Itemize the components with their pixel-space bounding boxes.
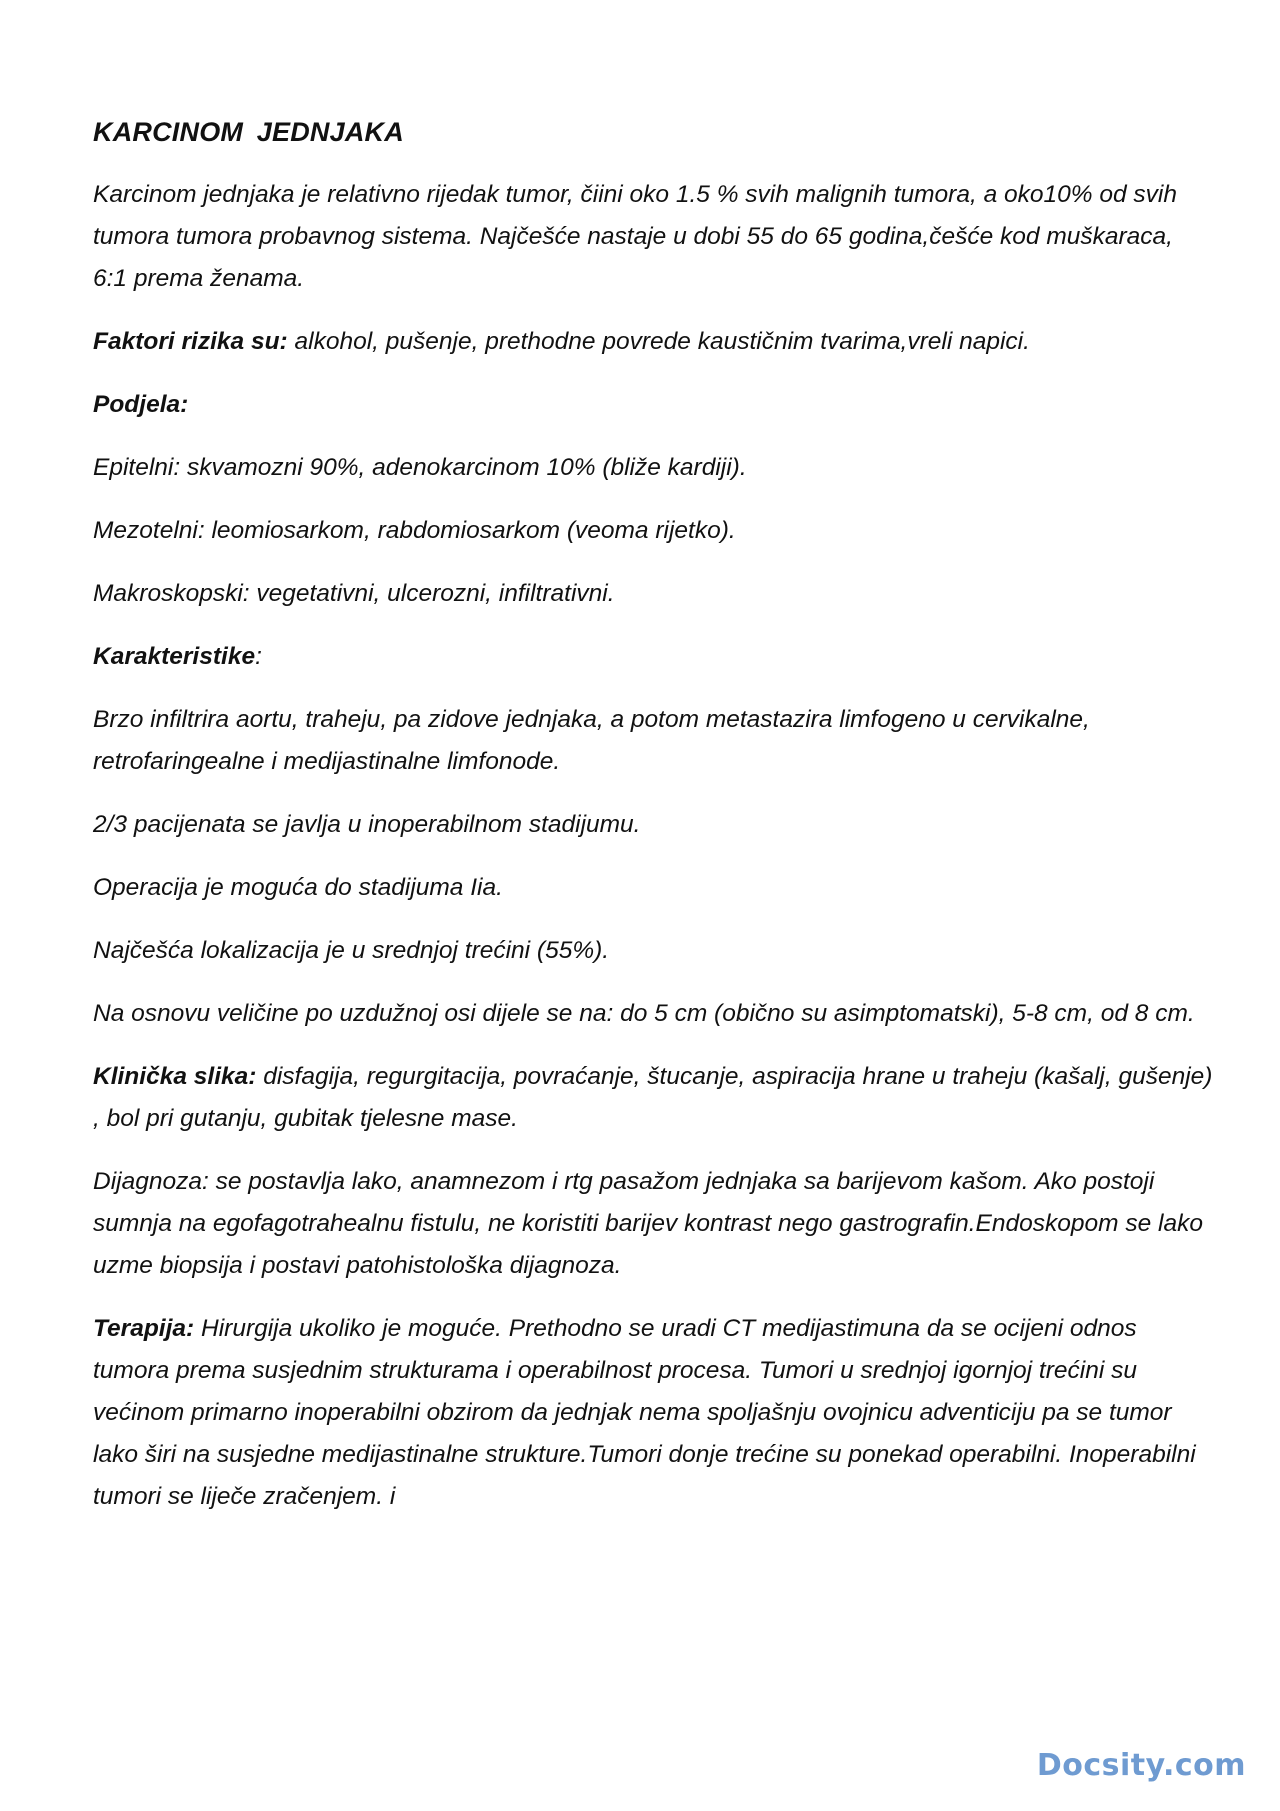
characteristics-label: Karakteristike	[93, 643, 256, 670]
classification-heading	[93, 384, 1213, 426]
document-title: KARCINOM JEDNJAKA	[93, 117, 404, 147]
localization-paragraph: Najčešća lokalizacija je u srednjoj trećini (55%).	[93, 937, 610, 964]
mesothelial-paragraph: Mezotelni: leomiosarkom, rabdomiosarkom (veoma rijetko).	[93, 517, 736, 544]
risk-factors-text: alkohol, pušenje, prethodne povrede kaustičnim tvarima,vreli napici.	[287, 328, 1030, 355]
infiltration-paragraph: Brzo infiltrira aortu, traheju, pa zidove jednjaka, a potom metastazira limfogeno u cervikalne, retrofaringealne i medijastinalne limfonode.	[93, 706, 1090, 775]
therapy-label: Terapija:	[93, 1315, 195, 1342]
classification-label: Podjela:	[93, 391, 189, 418]
therapy-paragraph	[93, 1308, 1213, 1518]
clinical-text: disfagija, regurgitacija, povraćanje, štucanje, aspiracija hrane u traheju (kašalj, gušenje) , bol pri gutanju, gubitak tjelesne mase.	[93, 1063, 1213, 1132]
characteristics-heading	[93, 636, 1213, 678]
risk-factors-paragraph	[93, 321, 1213, 363]
clinical-label: Klinička slika:	[93, 1063, 257, 1090]
size-paragraph: Na osnovu veličine po uzdužnoj osi dijele se na: do 5 cm (obično su asimptomatski), 5-8 cm, od 8 cm.	[93, 1000, 1195, 1027]
risk-factors-label: Faktori rizika su:	[93, 328, 288, 355]
clinical-paragraph	[93, 1056, 1213, 1140]
operation-paragraph: Operacija je moguća do stadijuma Iia.	[93, 874, 503, 901]
macroscopic-paragraph: Makroskopski: vegetativni, ulcerozni, infiltrativni.	[93, 580, 615, 607]
docsity-watermark[interactable]: Docsity.com	[1036, 1748, 1246, 1783]
intro-paragraph: Karcinom jednjaka je relativno rijedak tumor, čiini oko 1.5 % svih malignih tumora, a oko10% od svih tumora tumora probavnog sistema. Najčešće nastaje u dobi 55 do 65 godina,češće kod muškaraca, 6:1 prema ženama.	[93, 181, 1177, 292]
document-page	[93, 112, 1213, 1539]
therapy-text: Hirurgija ukoliko je moguće. Prethodno se uradi CT medijastimuna da se ocijeni odnos tumora prema susjednim strukturama i operabilnost procesa. Tumori u srednjoj igornjoj trećini su većinom primarno inoperabilni obzirom da jednjak nema spoljašnju ovojnicu adventiciju pa se tumor lako širi na susjedne medijastinalne strukture.Tumori donje trećine su ponekad operabilni. Inoperabilni tumori se liječe zračenjem. i	[93, 1315, 1196, 1510]
diagnosis-paragraph: Dijagnoza: se postavlja lako, anamnezom i rtg pasažom jednjaka sa barijevom kašom. Ako postoji sumnja na egofagotrahealnu fistulu, ne koristiti barijev kontrast nego gastrografin.Endoskopom se lako uzme biopsija i postavi patohistološka dijagnoza.	[93, 1168, 1203, 1279]
inoperable-paragraph: 2/3 pacijenata se javlja u inoperabilnom stadijumu.	[93, 811, 641, 838]
epithelial-paragraph: Epitelni: skvamozni 90%, adenokarcinom 10% (bliže kardiji).	[93, 454, 747, 481]
characteristics-colon: :	[255, 643, 262, 670]
